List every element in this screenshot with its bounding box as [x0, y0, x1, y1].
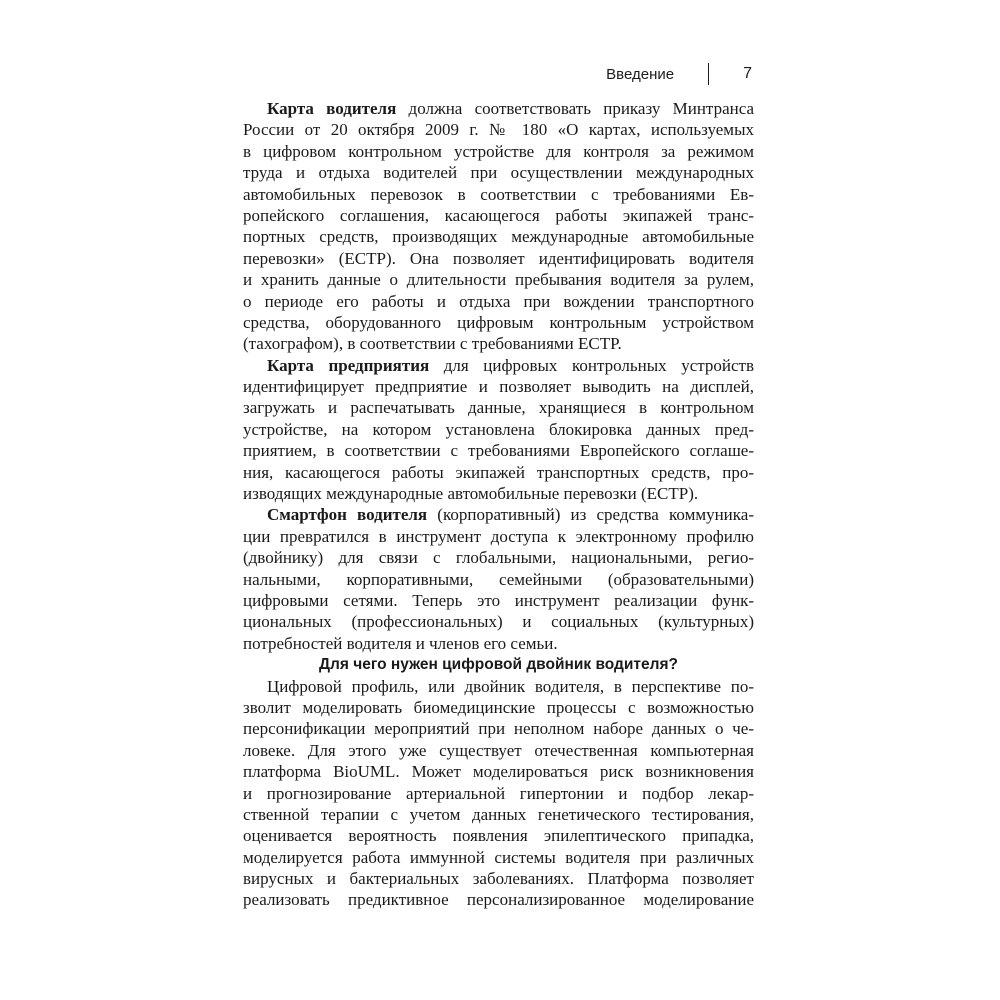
paragraph-driver-smartphone: [243, 504, 754, 654]
text-line: устройстве, на котором установлена блокировка данных пред-: [243, 419, 754, 439]
running-header: [606, 62, 752, 86]
text-line: средства, оборудованного цифровым контрольным устройством: [243, 312, 754, 332]
header-divider: [708, 63, 709, 85]
text-line: автомобильных перевозок в соответствии с требованиями Ев-: [243, 184, 754, 204]
text-line: труда и отдыха водителей при осуществлении международных: [243, 163, 754, 183]
text-line: потребностей водителя и членов его семьи.: [243, 633, 558, 653]
text-line: о периоде его работы и отдыха при вождении транспортного: [243, 291, 754, 311]
text-line: (тахографом), в соответствии с требованиями ЕСТР.: [243, 334, 622, 354]
text-line: Карта водителя должна соответствовать приказу Минтранса: [267, 99, 755, 118]
paragraph-company-card: [243, 355, 754, 505]
text-line: Карта предприятия для цифровых контрольных устройств: [267, 355, 754, 375]
text-line: Цифровой профиль, или двойник водителя, в перспективе по-: [267, 676, 754, 696]
text-line: вирусных и бактериальных заболеваниях. Платформа позволяет: [243, 869, 754, 889]
text-line: изводящих международные автомобильные перевозки (ЕСТР).: [243, 484, 699, 504]
text-line: ции превратился в инструмент доступа к электронному профилю: [243, 526, 754, 546]
text-line: идентифицирует предприятие и позволяет выводить на дисплей,: [243, 377, 754, 397]
body-text: [243, 98, 754, 911]
text-line: персонификации мероприятий при неполном наборе данных о че-: [243, 719, 754, 739]
term-bold: Смартфон водителя: [267, 505, 428, 525]
paragraph-driver-card: [243, 98, 754, 355]
text-line: Смартфон водителя (корпоративный) из средства коммуника-: [267, 505, 754, 525]
text-line: ственной терапии с учетом данных генетического тестирования,: [243, 804, 754, 824]
text-line: нальными, корпоративными, семейными (образовательными): [243, 569, 754, 589]
text-line: платформа BioUML. Может моделироваться риск возникновения: [243, 762, 754, 782]
text-line: в цифровом контрольном устройстве для контроля за режимом: [243, 141, 754, 161]
section-subheading: Для чего нужен цифровой двойник водителя?: [319, 656, 678, 674]
text-line: моделируется работа иммунной системы водителя при различных: [243, 847, 754, 867]
text-line: оценивается вероятность появления эпилептического припадка,: [243, 826, 754, 846]
text-line: ропейского соглашения, касающегося работы экипажей транс-: [243, 205, 754, 225]
section-title: Введение: [606, 65, 675, 83]
term-bold: Карта водителя: [267, 99, 397, 118]
text-line: и хранить данные о длительности пребывания водителя за рулем,: [243, 270, 754, 290]
text-line: ловеке. Для этого уже существует отечественная компьютерная: [243, 740, 754, 760]
text-line: ния, касающегося работы экипажей транспортных средств, про-: [243, 462, 754, 482]
text-line: цифровыми сетями. Теперь это инструмент реализации функ-: [243, 590, 754, 610]
text-line: портных средств, производящих международные автомобильные: [243, 227, 754, 247]
text-line: и прогнозирование артериальной гипертонии и подбор лекар-: [243, 783, 754, 803]
paragraph-digital-twin: [243, 676, 754, 911]
text-line: циональных (профессиональных) и социальных (культурных): [243, 612, 754, 632]
text-line: зволит моделировать биомедицинские процессы с возможностью: [243, 697, 754, 717]
text-line: (двойнику) для связи с глобальными, национальными, регио-: [243, 548, 754, 568]
text-line: реализовать предиктивное персонализированное моделирование: [243, 890, 754, 910]
term-bold: Карта предприятия: [267, 355, 430, 375]
text-line: России от 20 октября 2009 г. № 180 «О картах, используемых: [243, 120, 754, 140]
text-line: перевозки» (ЕСТР). Она позволяет идентифицировать водителя: [243, 248, 754, 268]
text-line: загружать и распечатывать данные, хранящиеся в контрольном: [243, 398, 754, 418]
page-number: 7: [743, 65, 752, 82]
text-line: приятием, в соответствии с требованиями Европейского соглаше-: [243, 441, 754, 461]
